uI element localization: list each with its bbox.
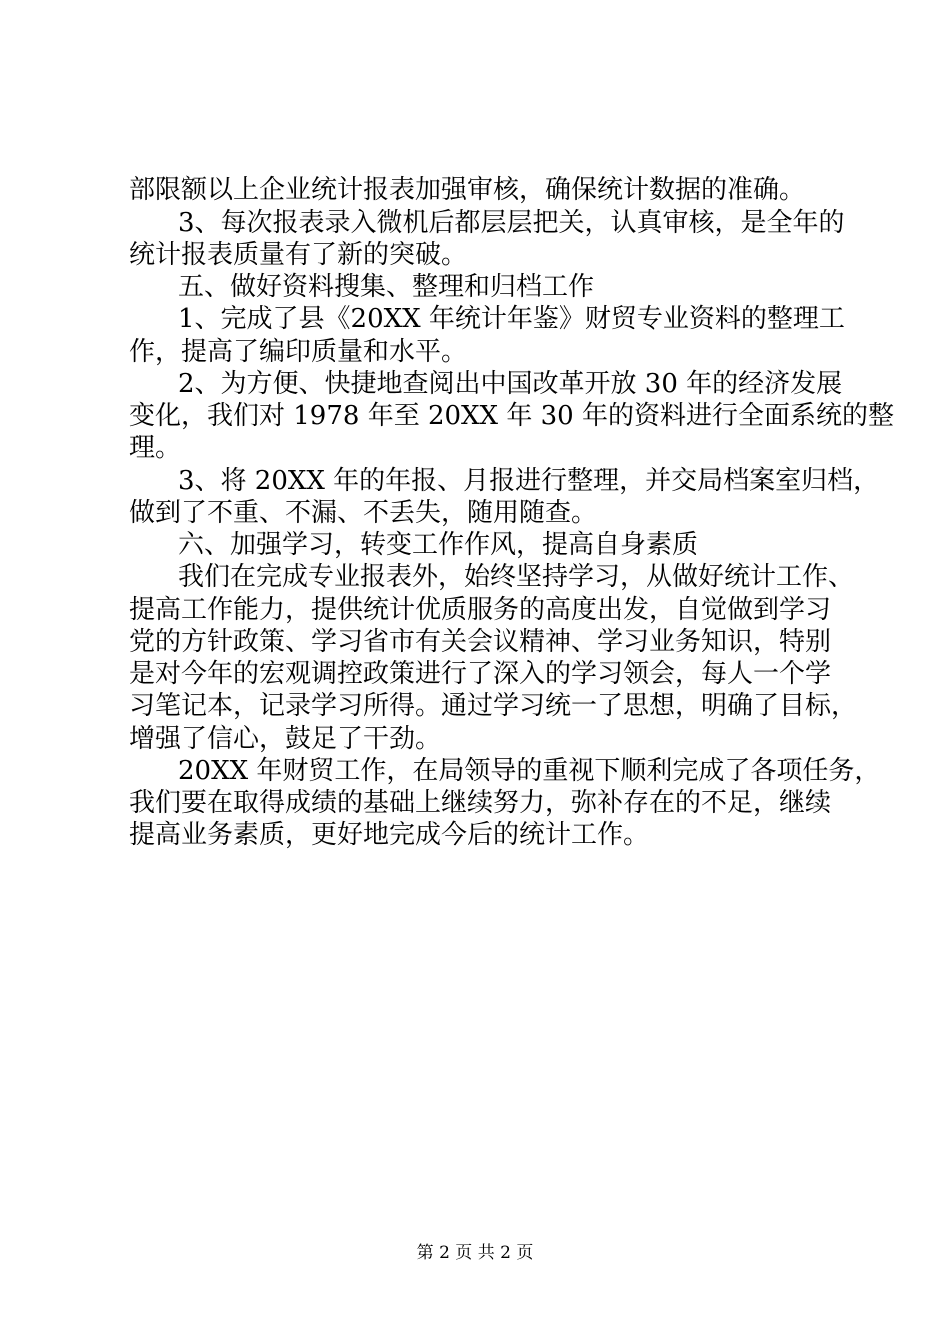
text-line: 20XX 年财贸工作，在局领导的重视下顺利完成了各项任务， — [178, 756, 881, 786]
section-heading: 五、做好资料搜集、整理和归档工作 — [178, 272, 595, 302]
text-line: 我们在完成专业报表外，始终坚持学习，从做好统计工作、 — [178, 562, 855, 592]
section-heading: 六、加强学习，转变工作作风，提高自身素质 — [178, 530, 699, 560]
text-line: 3、将 20XX 年的年报、月报进行整理，并交局档案室归档， — [178, 466, 880, 496]
text-line: 理。 — [129, 433, 182, 463]
text-line: 提高业务素质，更好地完成今后的统计工作。 — [129, 820, 650, 850]
text-line: 变化，我们对 1978 年至 20XX 年 30 年的资料进行全面系统的整 — [129, 401, 894, 431]
text-line: 作，提高了编印质量和水平。 — [129, 337, 468, 367]
text-line: 增强了信心，鼓足了干劲。 — [129, 724, 442, 754]
text-line: 是对今年的宏观调控政策进行了深入的学习领会，每人一个学 — [129, 659, 832, 689]
text-line: 我们要在取得成绩的基础上继续努力，弥补存在的不足，继续 — [129, 788, 832, 818]
text-line: 习笔记本，记录学习所得。通过学习统一了思想，明确了目标， — [129, 691, 858, 721]
text-line: 党的方针政策、学习省市有关会议精神、学习业务知识，特别 — [129, 627, 832, 657]
text-line: 1、完成了县《20XX 年统计年鉴》财贸专业资料的整理工 — [178, 304, 845, 334]
text-line: 统计报表质量有了新的突破。 — [129, 240, 468, 270]
text-line: 提高工作能力，提供统计优质服务的高度出发，自觉做到学习 — [129, 595, 832, 625]
text-line: 部限额以上企业统计报表加强审核，确保统计数据的准确。 — [129, 175, 806, 205]
text-line: 2、为方便、快捷地查阅出中国改革开放 30 年的经济发展 — [178, 369, 843, 399]
text-line: 3、每次报表录入微机后都层层把关，认真审核，是全年的 — [178, 208, 845, 238]
page-number-footer: 第 2 页 共 2 页 — [416, 1243, 534, 1263]
text-line: 做到了不重、不漏、不丢失，随用随查。 — [129, 498, 598, 528]
